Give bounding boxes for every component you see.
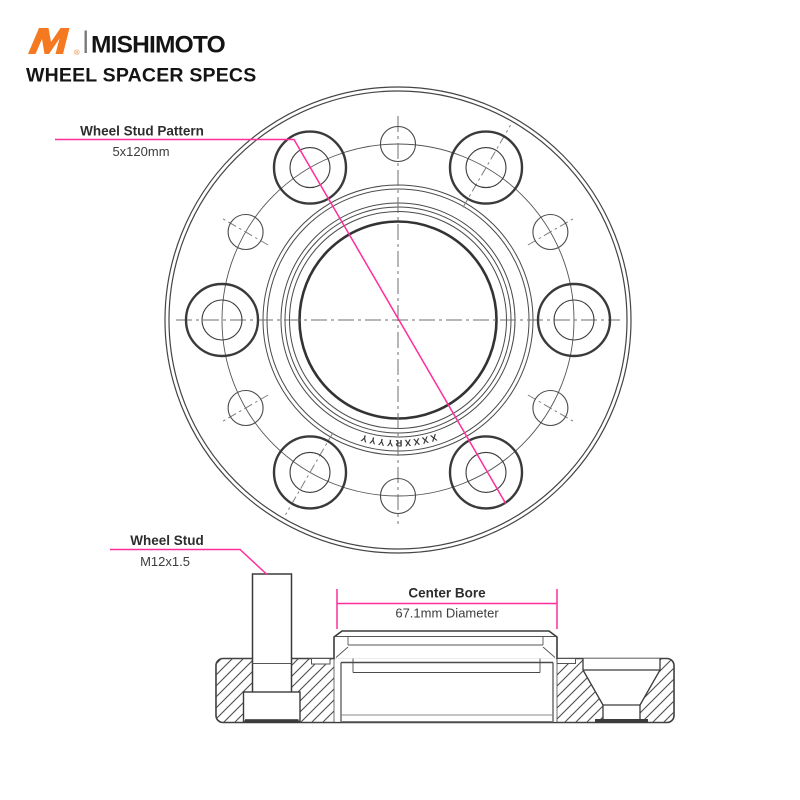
mishimoto-m-icon (28, 28, 70, 54)
hub-boss-section (334, 631, 557, 659)
center-bore-label: Center Bore (408, 585, 486, 601)
stud-head (244, 692, 301, 721)
wheel-stud-label: Wheel Stud (130, 533, 204, 548)
brand-wordmark: MISHIMOTO (91, 31, 225, 59)
centerlines (176, 116, 620, 524)
center-bore-value: 67.1mm Diameter (395, 605, 499, 621)
logo-separator (85, 31, 87, 54)
wheel-stud-section (244, 574, 301, 722)
stud-pattern-label: Wheel Stud Pattern (80, 123, 204, 139)
mishimoto-logo (26, 28, 256, 87)
front-view-drawing (165, 87, 631, 553)
center-bore-callout (337, 586, 557, 630)
stud-pattern-value: 5x120mm (112, 144, 170, 159)
page-title: WHEEL SPACER SPECS (26, 64, 257, 87)
wheel-stud-value: M12x1.5 (140, 554, 190, 569)
registered-mark: ® (74, 48, 80, 57)
engraving-text: XXXXRYYYY (357, 431, 439, 448)
stud-head-seat (245, 719, 299, 722)
wheel-stud-callout (110, 533, 267, 575)
hole-bottom-edge (595, 719, 648, 722)
hub-relief-notch-left (312, 659, 331, 665)
stud-pattern-callout (55, 124, 506, 505)
hub-relief-notch-right (557, 659, 576, 664)
